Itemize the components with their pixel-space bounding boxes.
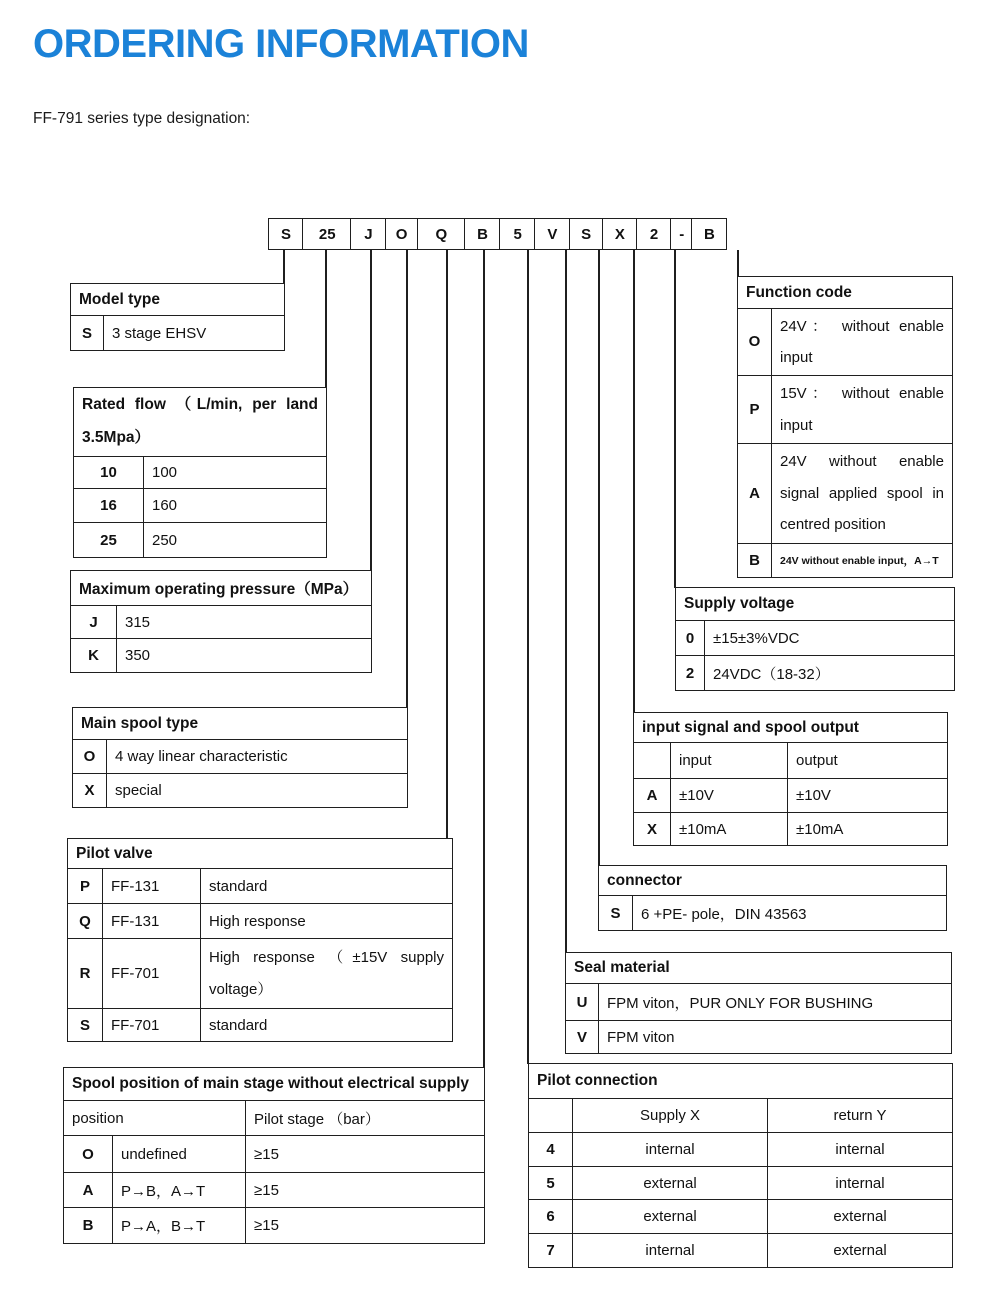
table-row (738, 544, 953, 578)
code-cell: A (634, 779, 671, 813)
desc-cell: P→A，B→T (113, 1208, 246, 1244)
input-cell: ±10V (671, 779, 788, 813)
max-pressure-table (70, 570, 372, 673)
code-cell: 5 (529, 1167, 573, 1200)
table-row (68, 939, 453, 1009)
desc-cell: 24VDC（18-32） (705, 656, 955, 691)
table-row (73, 774, 408, 808)
pilot-connection-table (528, 1063, 953, 1268)
supply-cell: internal (573, 1133, 768, 1167)
code-segment-pressure: J (350, 218, 386, 250)
supply-voltage-table (675, 587, 955, 691)
connector-table (598, 865, 947, 931)
code-cell: O (73, 740, 107, 774)
desc-cell: undefined (113, 1136, 246, 1173)
table-row (74, 489, 327, 523)
line-to-function-code (737, 250, 739, 277)
pilot-valve-table (67, 838, 453, 1042)
desc-cell: 250 (144, 523, 327, 558)
input-signal-table (633, 712, 948, 846)
supply-cell: external (573, 1167, 768, 1200)
table-row (529, 1133, 953, 1167)
table-row (71, 606, 372, 639)
table-row (529, 1234, 953, 1268)
table-subheader-row (529, 1099, 953, 1133)
model-cell: FF-131 (103, 869, 201, 904)
code-segment-seal: V (534, 218, 570, 250)
code-cell: 10 (74, 457, 144, 489)
code-cell: U (566, 984, 599, 1021)
desc-cell: 24V without enable input，A→T (772, 544, 953, 578)
table-row (634, 813, 948, 846)
code-cell: 7 (529, 1234, 573, 1268)
table-title: Function code (738, 277, 953, 309)
desc-cell: High response （±15V supply voltage） (201, 939, 453, 1009)
code-cell: A (64, 1173, 113, 1208)
table-row (71, 316, 285, 351)
code-cell: X (634, 813, 671, 846)
table-row (68, 1009, 453, 1042)
table-title: input signal and spool output (634, 713, 948, 743)
code-cell: O (738, 309, 772, 376)
bar-cell: ≥15 (246, 1208, 485, 1244)
table-row (529, 1200, 953, 1234)
return-cell: internal (768, 1133, 953, 1167)
desc-cell: 4 way linear characteristic (107, 740, 408, 774)
table-row (634, 779, 948, 813)
desc-cell: P→B，A→T (113, 1173, 246, 1208)
code-segment-main-spool: O (385, 218, 419, 250)
table-title: Supply voltage (676, 588, 955, 621)
table-row (73, 740, 408, 774)
blank-cell (529, 1099, 573, 1133)
code-cell: S (71, 316, 104, 351)
table-row (738, 444, 953, 544)
table-row (74, 523, 327, 558)
seal-material-table (565, 952, 952, 1054)
code-cell: B (738, 544, 772, 578)
code-cell: S (68, 1009, 103, 1042)
code-segment-pilot-valve: Q (417, 218, 466, 250)
return-cell: internal (768, 1167, 953, 1200)
table-row (566, 1021, 952, 1054)
line-to-main-spool (406, 250, 408, 708)
table-title: Model type (71, 284, 285, 316)
code-cell: P (68, 869, 103, 904)
table-title: Pilot valve (68, 839, 453, 869)
desc-cell: standard (201, 869, 453, 904)
line-to-pilot-connection (527, 250, 529, 1064)
code-cell: K (71, 639, 117, 673)
col-header-position: position (64, 1101, 246, 1136)
desc-cell: 24V without enable signal applied spool in centred position (772, 444, 953, 544)
model-type-table (70, 283, 285, 351)
line-to-spool-position (483, 250, 485, 1068)
supply-cell: internal (573, 1234, 768, 1268)
line-to-model-type (283, 250, 285, 284)
table-title: Seal material (566, 953, 952, 984)
desc-cell: 24V： without enable input (772, 309, 953, 376)
code-cell: S (599, 896, 633, 931)
code-segment-spool-position: B (464, 218, 501, 250)
input-cell: ±10mA (671, 813, 788, 846)
desc-cell: 160 (144, 489, 327, 523)
code-segment-dash: - (670, 218, 693, 250)
output-cell: ±10V (788, 779, 948, 813)
table-row (676, 621, 955, 656)
code-cell: A (738, 444, 772, 544)
blank-cell (634, 743, 671, 779)
line-to-rated-flow (325, 250, 327, 388)
table-title: Pilot connection (529, 1064, 953, 1099)
table-title: Rated flow （L/min, per land 3.5Mpa） (74, 388, 327, 457)
table-row (71, 639, 372, 673)
desc-cell: standard (201, 1009, 453, 1042)
bar-cell: ≥15 (246, 1173, 485, 1208)
model-cell: FF-701 (103, 1009, 201, 1042)
code-cell: 16 (74, 489, 144, 523)
line-to-pilot-valve (446, 250, 448, 839)
code-cell: O (64, 1136, 113, 1173)
code-cell: 0 (676, 621, 705, 656)
line-to-supply-voltage (674, 250, 676, 588)
code-cell: 4 (529, 1133, 573, 1167)
bar-cell: ≥15 (246, 1136, 485, 1173)
table-row (676, 656, 955, 691)
table-title: connector (599, 866, 947, 896)
code-cell: P (738, 376, 772, 444)
rated-flow-table (73, 387, 327, 558)
return-cell: external (768, 1234, 953, 1268)
table-row (68, 869, 453, 904)
desc-cell: 315 (117, 606, 372, 639)
desc-cell: FPM viton (599, 1021, 952, 1054)
desc-cell: ±15±3%VDC (705, 621, 955, 656)
desc-cell: 100 (144, 457, 327, 489)
table-title: Maximum operating pressure（MPa） (71, 571, 372, 606)
table-row (64, 1173, 485, 1208)
code-cell: V (566, 1021, 599, 1054)
return-cell: external (768, 1200, 953, 1234)
table-row (64, 1208, 485, 1244)
desc-cell: FPM viton，PUR ONLY FOR BUSHING (599, 984, 952, 1021)
code-segment-supply-voltage: 2 (636, 218, 672, 250)
col-header-return-y: return Y (768, 1099, 953, 1133)
desc-cell: High response (201, 904, 453, 939)
type-code-bar (268, 218, 727, 250)
code-cell: R (68, 939, 103, 1009)
table-title: Spool position of main stage without electrical supply (64, 1068, 485, 1101)
output-cell: ±10mA (788, 813, 948, 846)
line-to-input-signal (633, 250, 635, 713)
line-to-max-pressure (370, 250, 372, 571)
desc-cell: 350 (117, 639, 372, 673)
code-segment-pilot-connection: 5 (499, 218, 536, 250)
code-cell: Q (68, 904, 103, 939)
desc-cell: 15V： without enable input (772, 376, 953, 444)
table-row (738, 309, 953, 376)
table-title: Main spool type (73, 708, 408, 740)
code-cell: B (64, 1208, 113, 1244)
line-to-connector (598, 250, 600, 866)
col-header-pilot-stage: Pilot stage （bar） (246, 1101, 485, 1136)
spool-position-table (63, 1067, 485, 1244)
table-subheader-row (634, 743, 948, 779)
code-cell: X (73, 774, 107, 808)
model-cell: FF-131 (103, 904, 201, 939)
table-row (68, 904, 453, 939)
table-row (566, 984, 952, 1021)
code-cell: 2 (676, 656, 705, 691)
table-row (738, 376, 953, 444)
main-spool-table (72, 707, 408, 808)
code-segment-function: B (691, 218, 727, 250)
table-row (599, 896, 947, 931)
col-header-output: output (788, 743, 948, 779)
col-header-supply-x: Supply X (573, 1099, 768, 1133)
supply-cell: external (573, 1200, 768, 1234)
line-to-seal-material (565, 250, 567, 953)
desc-cell: 3 stage EHSV (104, 316, 285, 351)
code-segment-input-signal: X (602, 218, 638, 250)
desc-cell: 6 +PE- pole，DIN 43563 (633, 896, 947, 931)
table-row (74, 457, 327, 489)
desc-cell: special (107, 774, 408, 808)
code-segment-model: S (268, 218, 304, 250)
model-cell: FF-701 (103, 939, 201, 1009)
page-subtitle: FF-791 series type designation: (33, 110, 251, 127)
code-cell: 25 (74, 523, 144, 558)
code-segment-connector: S (569, 218, 604, 250)
code-segment-rated-flow: 25 (302, 218, 352, 250)
table-row (529, 1167, 953, 1200)
col-header-input: input (671, 743, 788, 779)
table-row (64, 1136, 485, 1173)
code-cell: J (71, 606, 117, 639)
page-title: ORDERING INFORMATION (33, 22, 529, 66)
table-subheader-row (64, 1101, 485, 1136)
code-cell: 6 (529, 1200, 573, 1234)
function-code-table (737, 276, 953, 578)
